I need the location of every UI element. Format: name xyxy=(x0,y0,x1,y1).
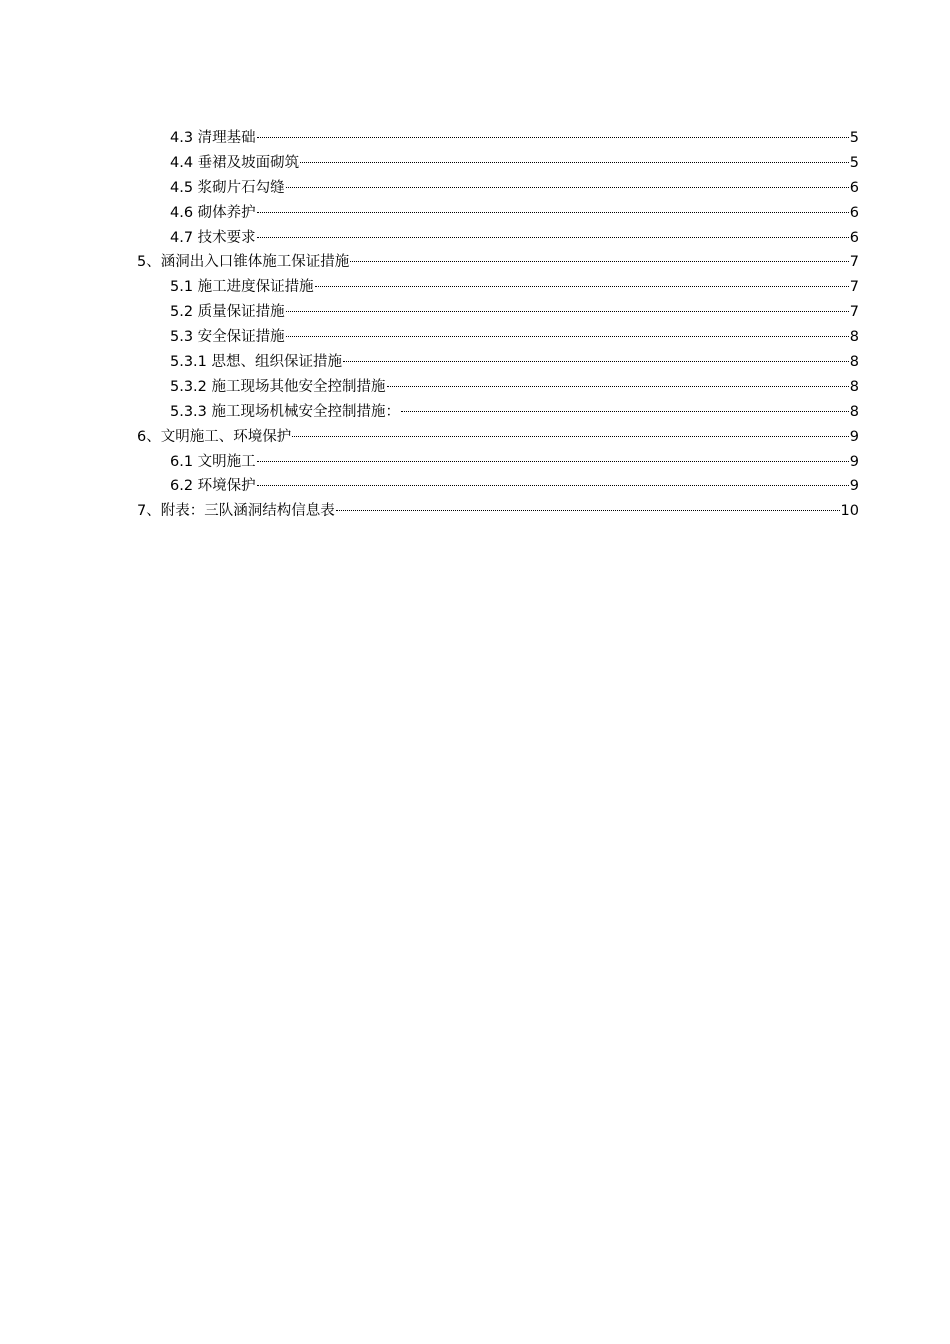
toc-entry-page-number: 9 xyxy=(849,478,859,495)
toc-entry-page-number: 9 xyxy=(849,428,859,445)
toc-entry[interactable] xyxy=(137,176,859,201)
toc-entry-page-number: 8 xyxy=(849,354,859,371)
toc-entry[interactable] xyxy=(137,300,859,325)
toc-dot-leader xyxy=(286,311,849,312)
toc-entry[interactable] xyxy=(137,450,859,475)
toc-dot-leader xyxy=(257,237,849,238)
toc-entry-title: 6.2 环境保护 xyxy=(170,478,256,495)
toc-entry[interactable] xyxy=(137,325,859,350)
toc-entry-page-number: 9 xyxy=(849,453,859,470)
toc-entry[interactable] xyxy=(137,250,859,275)
toc-dot-leader xyxy=(336,510,840,511)
toc-dot-leader xyxy=(387,386,849,387)
toc-entry-title: 5.1 施工进度保证措施 xyxy=(170,279,314,296)
toc-entry-page-number: 8 xyxy=(849,403,859,420)
toc-dot-leader xyxy=(257,461,849,462)
toc-entry-title: 4.7 技术要求 xyxy=(170,229,256,246)
toc-entry-title: 4.6 砌体养护 xyxy=(170,204,256,221)
toc-entry-title: 4.5 浆砌片石勾缝 xyxy=(170,179,285,196)
toc-entry-page-number: 5 xyxy=(849,154,859,171)
toc-entry[interactable] xyxy=(137,400,859,425)
toc-entry[interactable] xyxy=(137,425,859,450)
toc-dot-leader xyxy=(286,187,849,188)
toc-entry[interactable] xyxy=(137,201,859,226)
toc-entry[interactable] xyxy=(137,375,859,400)
toc-dot-leader xyxy=(350,261,849,262)
toc-entry-title: 5.3.2 施工现场其他安全控制措施 xyxy=(170,378,386,395)
toc-entry-title: 5.3.3 施工现场机械安全控制措施： xyxy=(170,403,401,420)
toc-dot-leader xyxy=(257,212,849,213)
toc-entry[interactable] xyxy=(137,151,859,176)
toc-entry-page-number: 8 xyxy=(849,329,859,346)
toc-entry-title: 6、文明施工、环境保护 xyxy=(137,428,292,445)
toc-dot-leader xyxy=(292,436,849,437)
toc-dot-leader xyxy=(286,336,849,337)
toc-dot-leader xyxy=(401,411,849,412)
toc-dot-leader xyxy=(315,286,849,287)
toc-entry-page-number: 7 xyxy=(849,304,859,321)
toc-entry[interactable] xyxy=(137,474,859,499)
toc-entry-title: 5.3 安全保证措施 xyxy=(170,329,285,346)
toc-entry-page-number: 8 xyxy=(849,378,859,395)
toc-entry-title: 5.2 质量保证措施 xyxy=(170,304,285,321)
toc-entry-title: 5、涵洞出入口锥体施工保证措施 xyxy=(137,254,350,271)
toc-entry-page-number: 6 xyxy=(849,179,859,196)
toc-entry-page-number: 7 xyxy=(849,279,859,296)
toc-entry[interactable] xyxy=(137,499,859,524)
toc-entry-page-number: 5 xyxy=(849,130,859,146)
toc-entry-title: 4.4 垂裙及坡面砌筑 xyxy=(170,154,300,171)
toc-entry-title: 5.3.1 思想、组织保证措施 xyxy=(170,354,343,371)
toc-entry-title: 7、附表：三队涵洞结构信息表 xyxy=(137,503,335,520)
toc-entry-page-number: 6 xyxy=(849,204,859,221)
toc-entry-page-number: 6 xyxy=(849,229,859,246)
toc-dot-leader xyxy=(257,137,849,138)
toc-entry-page-number: 10 xyxy=(840,503,859,520)
toc-entry[interactable] xyxy=(137,126,859,151)
toc-entry-title: 6.1 文明施工 xyxy=(170,453,256,470)
toc-entry-title: 4.3 清理基础 xyxy=(170,130,256,146)
toc-entry[interactable] xyxy=(137,226,859,251)
toc-entry[interactable] xyxy=(137,350,859,375)
toc-dot-leader xyxy=(257,485,849,486)
toc-entry[interactable] xyxy=(137,275,859,300)
table-of-contents xyxy=(137,126,859,524)
toc-dot-leader xyxy=(300,162,849,163)
toc-entry-page-number: 7 xyxy=(849,254,859,271)
toc-dot-leader xyxy=(343,361,849,362)
